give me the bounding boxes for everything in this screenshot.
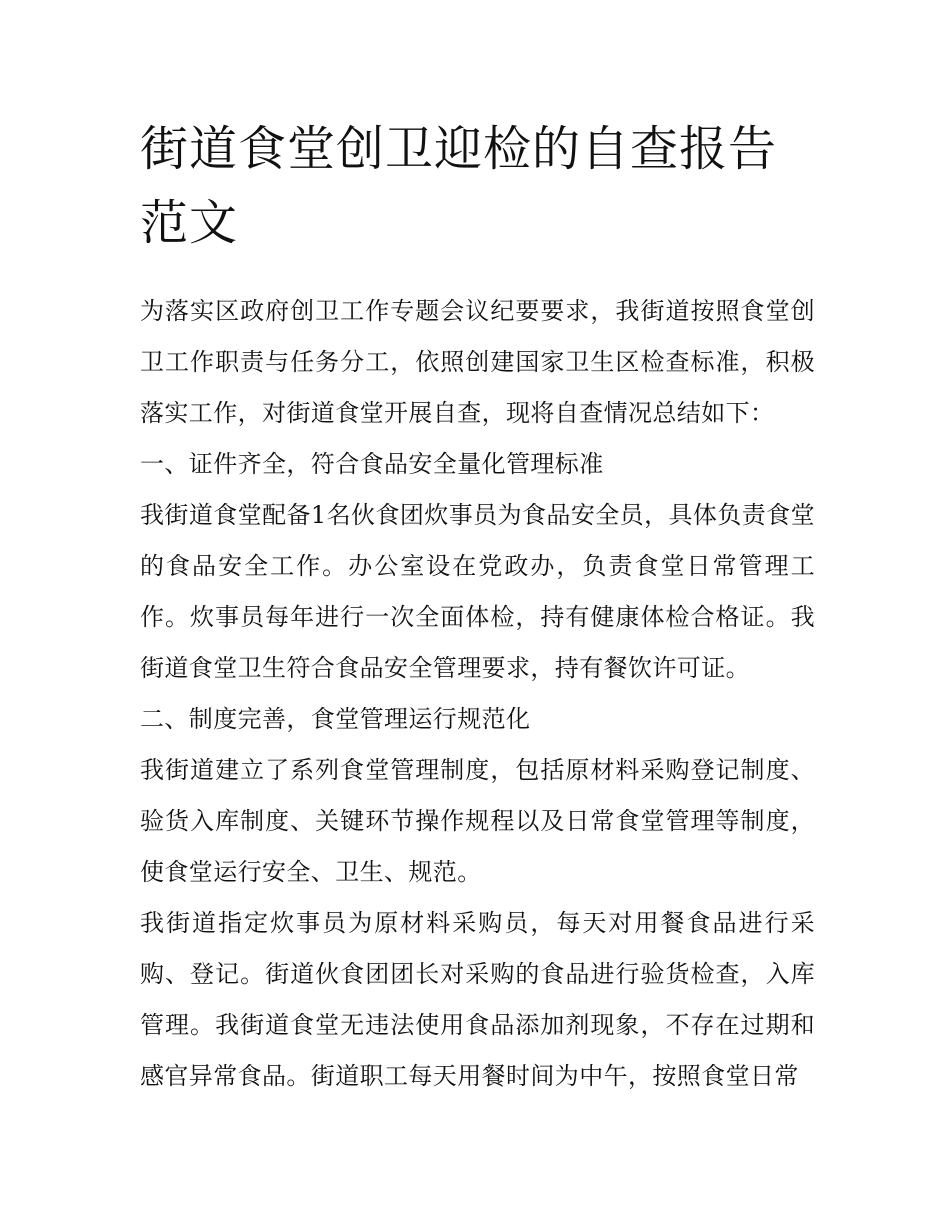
title-line-1: 街道食堂创卫迎检的自查报告	[140, 121, 778, 177]
section-1-paragraph: 我街道食堂配备1名伙食团炊事员为食品安全员，具体负责食堂的食品安全工作。办公室设在党政办，负责食堂日常管理工作。炊事员每年进行一次全面体检，持有健康体检合格证。我街道食堂卫生符合食品安全管理要求，持有餐饮许可证。	[140, 501, 815, 682]
section-heading-2: 二、制度完善，食堂管理运行规范化	[140, 705, 531, 733]
document-content	[140, 112, 815, 1102]
section-2-paragraph-2: 我街道指定炊事员为原材料采购员，每天对用餐食品进行采购、登记。街道伙食团团长对采购的食品进行验货检查，入库管理。我街道食堂无违法使用食品添加剂现象，不存在过期和感官异常食品。街道职工每天用餐时间为中午，按照食堂日常	[140, 909, 815, 1090]
intro-paragraph: 为落实区政府创卫工作专题会议纪要要求，我街道按照食堂创卫工作职责与任务分工，依照创建国家卫生区检查标准，积极落实工作，对街道食堂开展自查，现将自查情况总结如下：	[140, 297, 815, 427]
section-2-paragraph-1: 我街道建立了系列食堂管理制度，包括原材料采购登记制度、验货入库制度、关键环节操作规程以及日常食堂管理等制度，使食堂运行安全、卫生、规范。	[140, 756, 815, 886]
section-heading-1: 一、证件齐全，符合食品安全量化管理标准	[140, 450, 604, 478]
title-line-2: 范文	[140, 195, 239, 251]
document-title	[140, 112, 815, 260]
document-body	[140, 286, 815, 1102]
